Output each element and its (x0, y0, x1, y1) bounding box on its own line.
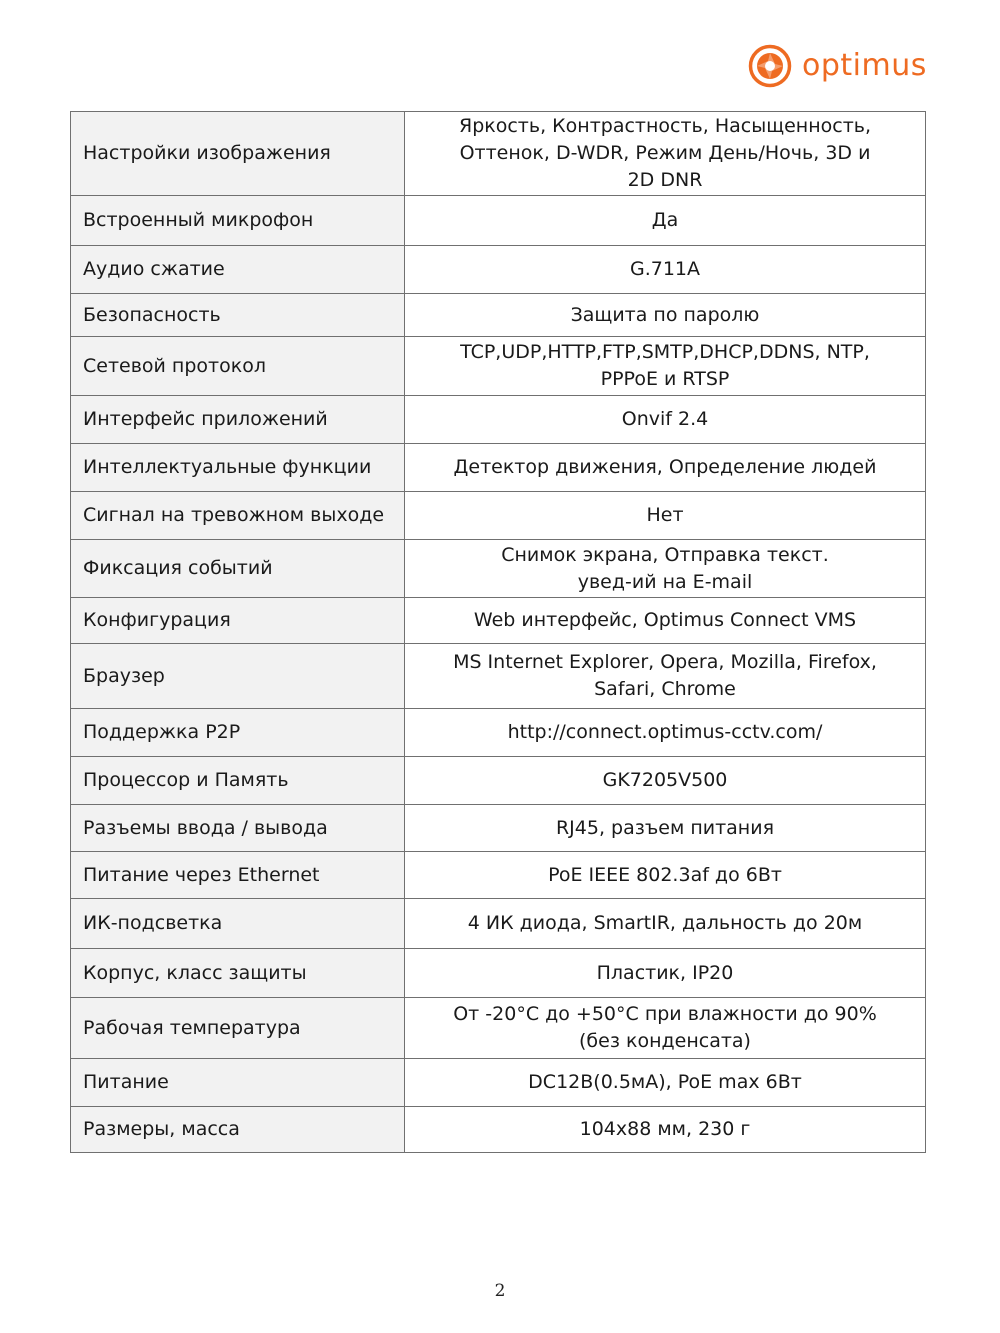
table-row (71, 540, 926, 598)
value-text: MS Internet Explorer, Opera, Mozilla, Firefox, Safari, Chrome (453, 651, 877, 700)
value-cell: DC12В(0.5мА), PoE max 6Вт (405, 1059, 926, 1107)
value-cell: G.711A (405, 246, 926, 294)
table-row (71, 899, 926, 949)
value-text: TCP,UDP,HTTP,FTP,SMTP,DHCP,DDNS, NTP, PPPoE и RTSP (460, 341, 870, 390)
value-cell: Детектор движения, Определение людей (405, 444, 926, 492)
table-row (71, 852, 926, 899)
value-text: Яркость, Контрастность, Насыщенность, Оттенок, D-WDR, Режим День/Ночь, 3D и 2D DNR (459, 115, 871, 191)
param-cell: Поддержка P2P (71, 709, 405, 757)
param-cell: Сетевой протокол (71, 337, 405, 396)
value-cell (405, 998, 926, 1059)
param-cell: Рабочая температура (71, 998, 405, 1059)
table-row (71, 444, 926, 492)
table-row (71, 294, 926, 337)
param-cell: Конфигурация (71, 598, 405, 644)
param-cell: Браузер (71, 644, 405, 709)
param-cell: Встроенный микрофон (71, 196, 405, 246)
param-cell: Настройки изображения (71, 112, 405, 196)
value-cell: 4 ИК диода, SmartIR, дальность до 20м (405, 899, 926, 949)
aperture-icon (748, 44, 792, 88)
param-cell: Интеллектуальные функции (71, 444, 405, 492)
param-cell: Аудио сжатие (71, 246, 405, 294)
table-row (71, 492, 926, 540)
value-cell: Да (405, 196, 926, 246)
param-cell: Фиксация событий (71, 540, 405, 598)
param-cell: Сигнал на тревожном выходе (71, 492, 405, 540)
value-text: От -20°С до +50°С при влажности до 90% (без конденсата) (453, 1003, 877, 1052)
value-cell: GK7205V500 (405, 757, 926, 805)
param-cell: Размеры, масса (71, 1107, 405, 1153)
value-cell: RJ45, разъем питания (405, 805, 926, 852)
param-cell: ИК-подсветка (71, 899, 405, 949)
value-cell: PoE IEEE 802.3af до 6Вт (405, 852, 926, 899)
param-cell: Интерфейс приложений (71, 396, 405, 444)
brand-logo (748, 44, 927, 88)
value-cell: 104x88 мм, 230 г (405, 1107, 926, 1153)
spec-table (70, 111, 926, 1153)
value-cell: Web интерфейс, Optimus Connect VMS (405, 598, 926, 644)
value-cell (405, 644, 926, 709)
table-row (71, 709, 926, 757)
value-cell: Пластик, IP20 (405, 949, 926, 998)
param-cell: Корпус, класс защиты (71, 949, 405, 998)
value-cell: http://connect.optimus-cctv.com/ (405, 709, 926, 757)
param-cell: Питание (71, 1059, 405, 1107)
table-row (71, 337, 926, 396)
value-cell (405, 112, 926, 196)
value-cell (405, 337, 926, 396)
table-row (71, 598, 926, 644)
table-row (71, 246, 926, 294)
table-row (71, 1059, 926, 1107)
table-row (71, 998, 926, 1059)
table-row (71, 196, 926, 246)
value-cell: Нет (405, 492, 926, 540)
brand-name: optimus (802, 48, 927, 83)
table-row (71, 1107, 926, 1153)
param-cell: Разъемы ввода / вывода (71, 805, 405, 852)
table-row (71, 805, 926, 852)
param-cell: Питание через Ethernet (71, 852, 405, 899)
table-row (71, 757, 926, 805)
page-number: 2 (494, 1281, 506, 1301)
param-cell: Безопасность (71, 294, 405, 337)
table-row (71, 112, 926, 196)
table-row (71, 644, 926, 709)
value-cell: Onvif 2.4 (405, 396, 926, 444)
table-row (71, 396, 926, 444)
param-cell: Процессор и Память (71, 757, 405, 805)
value-text: Снимок экрана, Отправка текст. увед-ий на E-mail (501, 543, 829, 593)
table-row (71, 949, 926, 998)
value-cell: Защита по паролю (405, 294, 926, 337)
value-cell (405, 540, 926, 598)
